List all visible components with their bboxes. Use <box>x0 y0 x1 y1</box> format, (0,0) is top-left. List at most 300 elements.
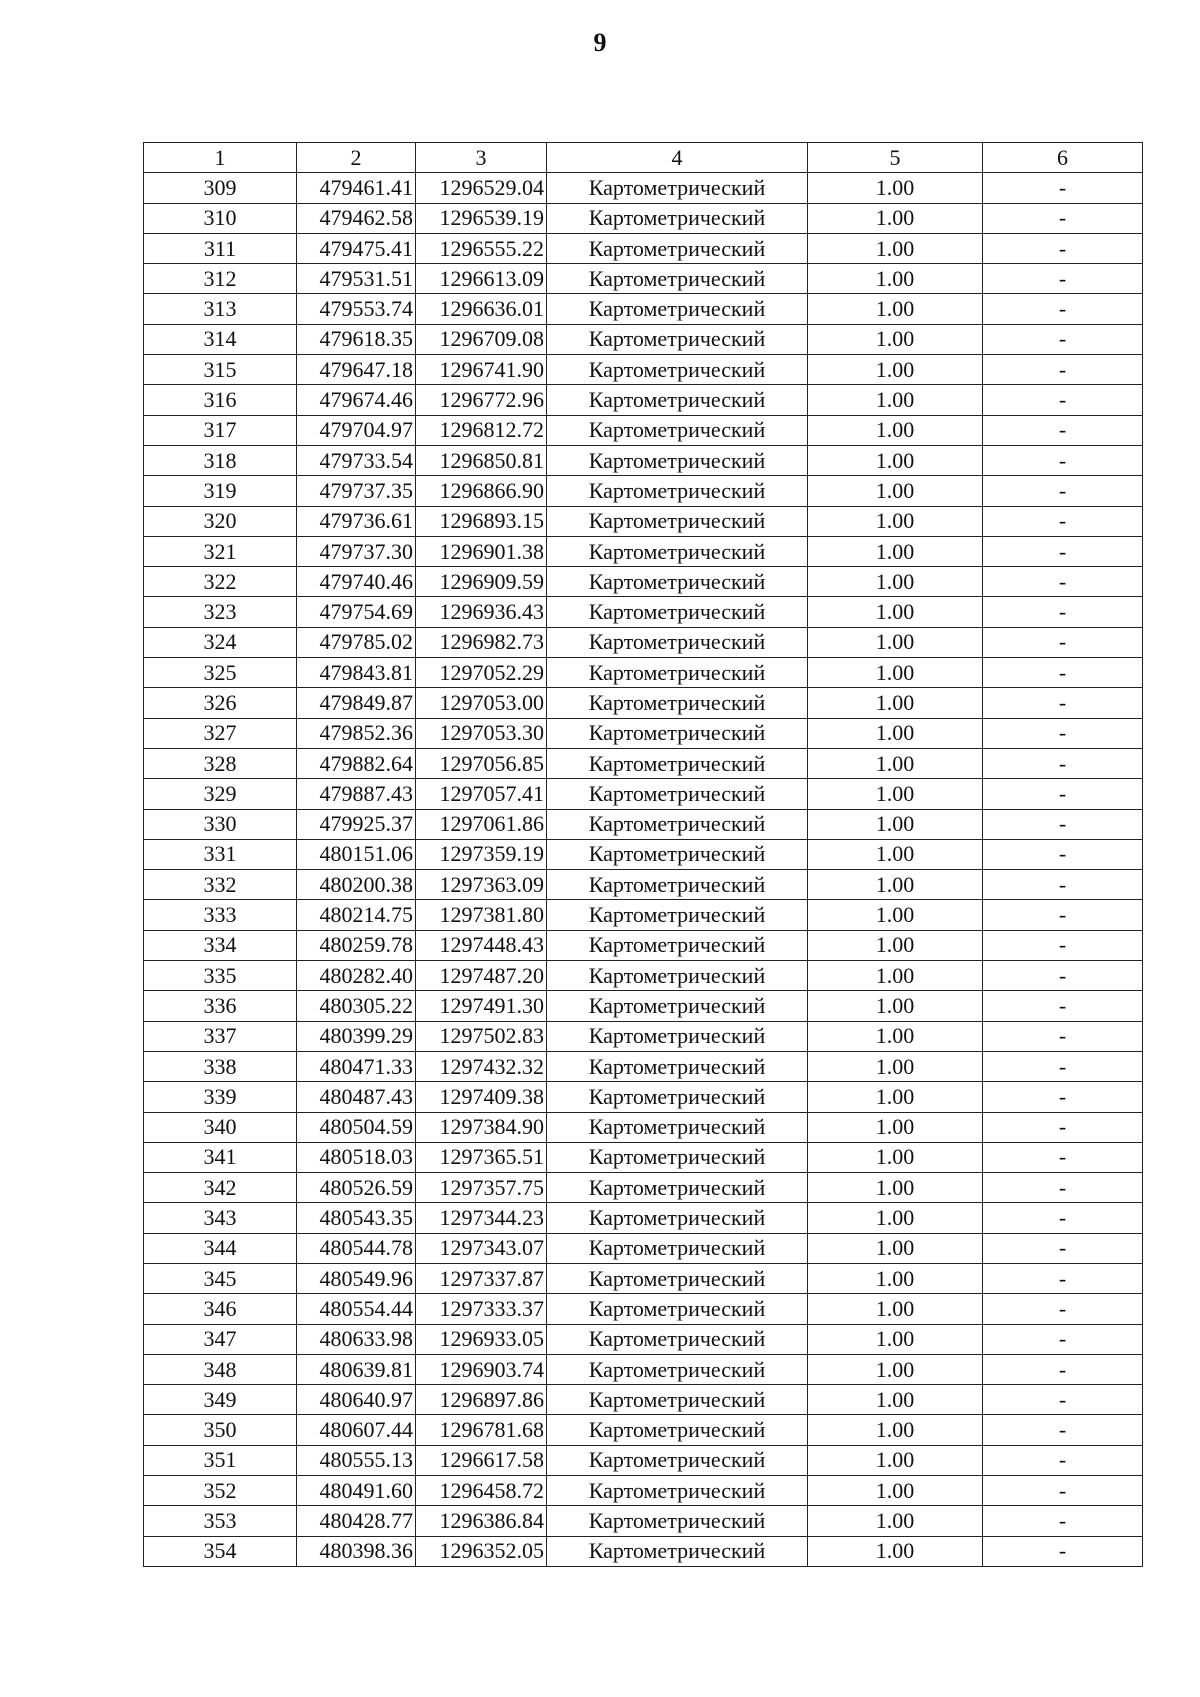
point-number-cell: 327 <box>144 718 297 748</box>
y-coordinate-cell: 1297056.85 <box>416 748 547 778</box>
accuracy-cell: 1.00 <box>808 1263 983 1293</box>
x-coordinate-cell: 479462.58 <box>297 203 416 233</box>
column-header-description: 6 <box>983 143 1143 173</box>
point-number-cell: 333 <box>144 900 297 930</box>
point-number-cell: 354 <box>144 1536 297 1566</box>
table-row <box>144 294 1143 324</box>
table-row <box>144 506 1143 536</box>
table-row <box>144 264 1143 294</box>
accuracy-cell: 1.00 <box>808 1203 983 1233</box>
table-row <box>144 355 1143 385</box>
table-row <box>144 385 1143 415</box>
x-coordinate-cell: 479754.69 <box>297 597 416 627</box>
method-cell: Картометрический <box>547 597 808 627</box>
y-coordinate-cell: 1296617.58 <box>416 1445 547 1475</box>
x-coordinate-cell: 479887.43 <box>297 779 416 809</box>
y-coordinate-cell: 1297061.86 <box>416 809 547 839</box>
accuracy-cell: 1.00 <box>808 991 983 1021</box>
table-row <box>144 445 1143 475</box>
table-row <box>144 415 1143 445</box>
point-number-cell: 332 <box>144 870 297 900</box>
point-number-cell: 335 <box>144 961 297 991</box>
point-number-cell: 311 <box>144 233 297 263</box>
point-number-cell: 331 <box>144 839 297 869</box>
method-cell: Картометрический <box>547 264 808 294</box>
method-cell: Картометрический <box>547 688 808 718</box>
x-coordinate-cell: 480471.33 <box>297 1051 416 1081</box>
column-header-x: 2 <box>297 143 416 173</box>
description-cell: - <box>983 445 1143 475</box>
description-cell: - <box>983 1385 1143 1415</box>
table-row <box>144 718 1143 748</box>
y-coordinate-cell: 1297057.41 <box>416 779 547 809</box>
column-header-accuracy: 5 <box>808 143 983 173</box>
x-coordinate-cell: 480491.60 <box>297 1476 416 1506</box>
y-coordinate-cell: 1297357.75 <box>416 1173 547 1203</box>
x-coordinate-cell: 479737.35 <box>297 476 416 506</box>
table-row <box>144 1506 1143 1536</box>
accuracy-cell: 1.00 <box>808 1082 983 1112</box>
accuracy-cell: 1.00 <box>808 627 983 657</box>
description-cell: - <box>983 930 1143 960</box>
table-row <box>144 1476 1143 1506</box>
description-cell: - <box>983 658 1143 688</box>
point-number-cell: 338 <box>144 1051 297 1081</box>
description-cell: - <box>983 1233 1143 1263</box>
x-coordinate-cell: 479785.02 <box>297 627 416 657</box>
y-coordinate-cell: 1297487.20 <box>416 961 547 991</box>
accuracy-cell: 1.00 <box>808 1385 983 1415</box>
description-cell: - <box>983 1445 1143 1475</box>
description-cell: - <box>983 476 1143 506</box>
accuracy-cell: 1.00 <box>808 233 983 263</box>
y-coordinate-cell: 1296781.68 <box>416 1415 547 1445</box>
point-number-cell: 337 <box>144 1021 297 1051</box>
description-cell: - <box>983 1112 1143 1142</box>
description-cell: - <box>983 264 1143 294</box>
method-cell: Картометрический <box>547 173 808 203</box>
method-cell: Картометрический <box>547 567 808 597</box>
accuracy-cell: 1.00 <box>808 536 983 566</box>
x-coordinate-cell: 480259.78 <box>297 930 416 960</box>
accuracy-cell: 1.00 <box>808 567 983 597</box>
table-row <box>144 930 1143 960</box>
y-coordinate-cell: 1296893.15 <box>416 506 547 536</box>
point-number-cell: 313 <box>144 294 297 324</box>
accuracy-cell: 1.00 <box>808 1506 983 1536</box>
point-number-cell: 320 <box>144 506 297 536</box>
y-coordinate-cell: 1297344.23 <box>416 1203 547 1233</box>
method-cell: Картометрический <box>547 1263 808 1293</box>
x-coordinate-cell: 480640.97 <box>297 1385 416 1415</box>
table-row <box>144 1324 1143 1354</box>
description-cell: - <box>983 597 1143 627</box>
accuracy-cell: 1.00 <box>808 506 983 536</box>
accuracy-cell: 1.00 <box>808 1476 983 1506</box>
x-coordinate-cell: 479531.51 <box>297 264 416 294</box>
description-cell: - <box>983 1294 1143 1324</box>
accuracy-cell: 1.00 <box>808 1173 983 1203</box>
x-coordinate-cell: 480526.59 <box>297 1173 416 1203</box>
y-coordinate-cell: 1297359.19 <box>416 839 547 869</box>
y-coordinate-cell: 1296613.09 <box>416 264 547 294</box>
x-coordinate-cell: 480214.75 <box>297 900 416 930</box>
y-coordinate-cell: 1297363.09 <box>416 870 547 900</box>
accuracy-cell: 1.00 <box>808 688 983 718</box>
method-cell: Картометрический <box>547 961 808 991</box>
description-cell: - <box>983 355 1143 385</box>
method-cell: Картометрический <box>547 1415 808 1445</box>
accuracy-cell: 1.00 <box>808 1233 983 1263</box>
description-cell: - <box>983 1536 1143 1566</box>
description-cell: - <box>983 415 1143 445</box>
description-cell: - <box>983 748 1143 778</box>
description-cell: - <box>983 991 1143 1021</box>
table-row <box>144 1354 1143 1384</box>
y-coordinate-cell: 1297365.51 <box>416 1142 547 1172</box>
method-cell: Картометрический <box>547 1476 808 1506</box>
description-cell: - <box>983 385 1143 415</box>
description-cell: - <box>983 1173 1143 1203</box>
point-number-cell: 345 <box>144 1263 297 1293</box>
description-cell: - <box>983 1142 1143 1172</box>
column-header-point-number: 1 <box>144 143 297 173</box>
column-header-method: 4 <box>547 143 808 173</box>
y-coordinate-cell: 1297053.00 <box>416 688 547 718</box>
x-coordinate-cell: 480633.98 <box>297 1324 416 1354</box>
y-coordinate-cell: 1297052.29 <box>416 658 547 688</box>
description-cell: - <box>983 567 1143 597</box>
point-number-cell: 344 <box>144 1233 297 1263</box>
table-row <box>144 597 1143 627</box>
description-cell: - <box>983 1021 1143 1051</box>
table-row <box>144 233 1143 263</box>
y-coordinate-cell: 1296812.72 <box>416 415 547 445</box>
table-row <box>144 961 1143 991</box>
point-number-cell: 324 <box>144 627 297 657</box>
table-row <box>144 1385 1143 1415</box>
point-number-cell: 322 <box>144 567 297 597</box>
method-cell: Картометрический <box>547 809 808 839</box>
accuracy-cell: 1.00 <box>808 445 983 475</box>
description-cell: - <box>983 233 1143 263</box>
accuracy-cell: 1.00 <box>808 294 983 324</box>
y-coordinate-cell: 1296555.22 <box>416 233 547 263</box>
method-cell: Картометрический <box>547 839 808 869</box>
accuracy-cell: 1.00 <box>808 355 983 385</box>
table-row <box>144 870 1143 900</box>
method-cell: Картометрический <box>547 930 808 960</box>
accuracy-cell: 1.00 <box>808 203 983 233</box>
x-coordinate-cell: 479925.37 <box>297 809 416 839</box>
point-number-cell: 318 <box>144 445 297 475</box>
table-row <box>144 1082 1143 1112</box>
y-coordinate-cell: 1297343.07 <box>416 1233 547 1263</box>
y-coordinate-cell: 1296903.74 <box>416 1354 547 1384</box>
point-number-cell: 336 <box>144 991 297 1021</box>
description-cell: - <box>983 688 1143 718</box>
y-coordinate-cell: 1296709.08 <box>416 324 547 354</box>
table-row <box>144 809 1143 839</box>
method-cell: Картометрический <box>547 1082 808 1112</box>
accuracy-cell: 1.00 <box>808 173 983 203</box>
x-coordinate-cell: 480544.78 <box>297 1233 416 1263</box>
accuracy-cell: 1.00 <box>808 1445 983 1475</box>
table-row <box>144 173 1143 203</box>
x-coordinate-cell: 480543.35 <box>297 1203 416 1233</box>
table-row <box>144 1112 1143 1142</box>
x-coordinate-cell: 479843.81 <box>297 658 416 688</box>
description-cell: - <box>983 1476 1143 1506</box>
method-cell: Картометрический <box>547 748 808 778</box>
x-coordinate-cell: 480151.06 <box>297 839 416 869</box>
x-coordinate-cell: 479475.41 <box>297 233 416 263</box>
point-number-cell: 349 <box>144 1385 297 1415</box>
x-coordinate-cell: 480428.77 <box>297 1506 416 1536</box>
point-number-cell: 323 <box>144 597 297 627</box>
point-number-cell: 350 <box>144 1415 297 1445</box>
accuracy-cell: 1.00 <box>808 264 983 294</box>
accuracy-cell: 1.00 <box>808 748 983 778</box>
description-cell: - <box>983 1263 1143 1293</box>
x-coordinate-cell: 480282.40 <box>297 961 416 991</box>
point-number-cell: 329 <box>144 779 297 809</box>
method-cell: Картометрический <box>547 385 808 415</box>
x-coordinate-cell: 479737.30 <box>297 536 416 566</box>
point-number-cell: 319 <box>144 476 297 506</box>
description-cell: - <box>983 627 1143 657</box>
table-row <box>144 1536 1143 1566</box>
method-cell: Картометрический <box>547 1051 808 1081</box>
x-coordinate-cell: 479647.18 <box>297 355 416 385</box>
point-number-cell: 317 <box>144 415 297 445</box>
table-row <box>144 1233 1143 1263</box>
method-cell: Картометрический <box>547 415 808 445</box>
accuracy-cell: 1.00 <box>808 718 983 748</box>
table-row <box>144 779 1143 809</box>
x-coordinate-cell: 480398.36 <box>297 1536 416 1566</box>
y-coordinate-cell: 1296741.90 <box>416 355 547 385</box>
y-coordinate-cell: 1297333.37 <box>416 1294 547 1324</box>
point-number-cell: 353 <box>144 1506 297 1536</box>
accuracy-cell: 1.00 <box>808 1021 983 1051</box>
point-number-cell: 339 <box>144 1082 297 1112</box>
point-number-cell: 340 <box>144 1112 297 1142</box>
description-cell: - <box>983 1324 1143 1354</box>
accuracy-cell: 1.00 <box>808 779 983 809</box>
method-cell: Картометрический <box>547 1324 808 1354</box>
accuracy-cell: 1.00 <box>808 1536 983 1566</box>
method-cell: Картометрический <box>547 1173 808 1203</box>
point-number-cell: 312 <box>144 264 297 294</box>
method-cell: Картометрический <box>547 203 808 233</box>
x-coordinate-cell: 480200.38 <box>297 870 416 900</box>
accuracy-cell: 1.00 <box>808 415 983 445</box>
x-coordinate-cell: 479461.41 <box>297 173 416 203</box>
method-cell: Картометрический <box>547 1385 808 1415</box>
description-cell: - <box>983 1354 1143 1384</box>
method-cell: Картометрический <box>547 445 808 475</box>
table-row <box>144 627 1143 657</box>
description-cell: - <box>983 506 1143 536</box>
table-row <box>144 1294 1143 1324</box>
table-row <box>144 1445 1143 1475</box>
accuracy-cell: 1.00 <box>808 961 983 991</box>
point-number-cell: 352 <box>144 1476 297 1506</box>
y-coordinate-cell: 1296636.01 <box>416 294 547 324</box>
point-number-cell: 315 <box>144 355 297 385</box>
y-coordinate-cell: 1296866.90 <box>416 476 547 506</box>
y-coordinate-cell: 1296897.86 <box>416 1385 547 1415</box>
point-number-cell: 328 <box>144 748 297 778</box>
y-coordinate-cell: 1297337.87 <box>416 1263 547 1293</box>
method-cell: Картометрический <box>547 1142 808 1172</box>
coordinates-table <box>143 142 1143 1567</box>
table-row <box>144 567 1143 597</box>
description-cell: - <box>983 203 1143 233</box>
description-cell: - <box>983 1506 1143 1536</box>
accuracy-cell: 1.00 <box>808 597 983 627</box>
table-row <box>144 991 1143 1021</box>
point-number-cell: 330 <box>144 809 297 839</box>
description-cell: - <box>983 294 1143 324</box>
description-cell: - <box>983 324 1143 354</box>
y-coordinate-cell: 1296933.05 <box>416 1324 547 1354</box>
y-coordinate-cell: 1296539.19 <box>416 203 547 233</box>
accuracy-cell: 1.00 <box>808 1324 983 1354</box>
x-coordinate-cell: 479849.87 <box>297 688 416 718</box>
point-number-cell: 346 <box>144 1294 297 1324</box>
table-row <box>144 1142 1143 1172</box>
y-coordinate-cell: 1296352.05 <box>416 1536 547 1566</box>
table-body <box>144 173 1143 1567</box>
description-cell: - <box>983 870 1143 900</box>
method-cell: Картометрический <box>547 900 808 930</box>
accuracy-cell: 1.00 <box>808 1354 983 1384</box>
table-row <box>144 476 1143 506</box>
point-number-cell: 347 <box>144 1324 297 1354</box>
table-row <box>144 1263 1143 1293</box>
description-cell: - <box>983 900 1143 930</box>
x-coordinate-cell: 479882.64 <box>297 748 416 778</box>
point-number-cell: 343 <box>144 1203 297 1233</box>
method-cell: Картометрический <box>547 1354 808 1384</box>
y-coordinate-cell: 1296772.96 <box>416 385 547 415</box>
table-row <box>144 536 1143 566</box>
y-coordinate-cell: 1297491.30 <box>416 991 547 1021</box>
point-number-cell: 309 <box>144 173 297 203</box>
method-cell: Картометрический <box>547 870 808 900</box>
method-cell: Картометрический <box>547 1021 808 1051</box>
accuracy-cell: 1.00 <box>808 1415 983 1445</box>
y-coordinate-cell: 1296386.84 <box>416 1506 547 1536</box>
y-coordinate-cell: 1297409.38 <box>416 1082 547 1112</box>
point-number-cell: 341 <box>144 1142 297 1172</box>
table-row <box>144 1415 1143 1445</box>
method-cell: Картометрический <box>547 476 808 506</box>
y-coordinate-cell: 1296901.38 <box>416 536 547 566</box>
method-cell: Картометрический <box>547 1536 808 1566</box>
accuracy-cell: 1.00 <box>808 385 983 415</box>
point-number-cell: 342 <box>144 1173 297 1203</box>
x-coordinate-cell: 479618.35 <box>297 324 416 354</box>
x-coordinate-cell: 480639.81 <box>297 1354 416 1384</box>
y-coordinate-cell: 1297432.32 <box>416 1051 547 1081</box>
table-row <box>144 688 1143 718</box>
x-coordinate-cell: 480555.13 <box>297 1445 416 1475</box>
table-row <box>144 1051 1143 1081</box>
description-cell: - <box>983 1203 1143 1233</box>
method-cell: Картометрический <box>547 1506 808 1536</box>
accuracy-cell: 1.00 <box>808 930 983 960</box>
x-coordinate-cell: 480607.44 <box>297 1415 416 1445</box>
y-coordinate-cell: 1296529.04 <box>416 173 547 203</box>
point-number-cell: 334 <box>144 930 297 960</box>
x-coordinate-cell: 480554.44 <box>297 1294 416 1324</box>
x-coordinate-cell: 479852.36 <box>297 718 416 748</box>
accuracy-cell: 1.00 <box>808 1051 983 1081</box>
column-header-y: 3 <box>416 143 547 173</box>
x-coordinate-cell: 480305.22 <box>297 991 416 1021</box>
accuracy-cell: 1.00 <box>808 809 983 839</box>
table-row <box>144 1021 1143 1051</box>
method-cell: Картометрический <box>547 1112 808 1142</box>
table-row <box>144 203 1143 233</box>
x-coordinate-cell: 480549.96 <box>297 1263 416 1293</box>
y-coordinate-cell: 1296850.81 <box>416 445 547 475</box>
x-coordinate-cell: 479736.61 <box>297 506 416 536</box>
table-row <box>144 1173 1143 1203</box>
accuracy-cell: 1.00 <box>808 324 983 354</box>
y-coordinate-cell: 1296936.43 <box>416 597 547 627</box>
description-cell: - <box>983 961 1143 991</box>
method-cell: Картометрический <box>547 233 808 263</box>
y-coordinate-cell: 1297381.80 <box>416 900 547 930</box>
description-cell: - <box>983 536 1143 566</box>
description-cell: - <box>983 1051 1143 1081</box>
description-cell: - <box>983 809 1143 839</box>
method-cell: Картометрический <box>547 1445 808 1475</box>
accuracy-cell: 1.00 <box>808 839 983 869</box>
method-cell: Картометрический <box>547 536 808 566</box>
point-number-cell: 351 <box>144 1445 297 1475</box>
point-number-cell: 314 <box>144 324 297 354</box>
accuracy-cell: 1.00 <box>808 1294 983 1324</box>
point-number-cell: 326 <box>144 688 297 718</box>
x-coordinate-cell: 479704.97 <box>297 415 416 445</box>
y-coordinate-cell: 1297053.30 <box>416 718 547 748</box>
accuracy-cell: 1.00 <box>808 1142 983 1172</box>
x-coordinate-cell: 480504.59 <box>297 1112 416 1142</box>
y-coordinate-cell: 1297502.83 <box>416 1021 547 1051</box>
description-cell: - <box>983 718 1143 748</box>
method-cell: Картометрический <box>547 991 808 1021</box>
accuracy-cell: 1.00 <box>808 1112 983 1142</box>
point-number-cell: 310 <box>144 203 297 233</box>
method-cell: Картометрический <box>547 1233 808 1263</box>
table-row <box>144 658 1143 688</box>
method-cell: Картометрический <box>547 294 808 324</box>
table-row <box>144 900 1143 930</box>
point-number-cell: 325 <box>144 658 297 688</box>
y-coordinate-cell: 1296982.73 <box>416 627 547 657</box>
y-coordinate-cell: 1297448.43 <box>416 930 547 960</box>
table-row <box>144 839 1143 869</box>
method-cell: Картометрический <box>547 779 808 809</box>
point-number-cell: 321 <box>144 536 297 566</box>
table-row <box>144 748 1143 778</box>
page-number: 9 <box>593 28 607 57</box>
